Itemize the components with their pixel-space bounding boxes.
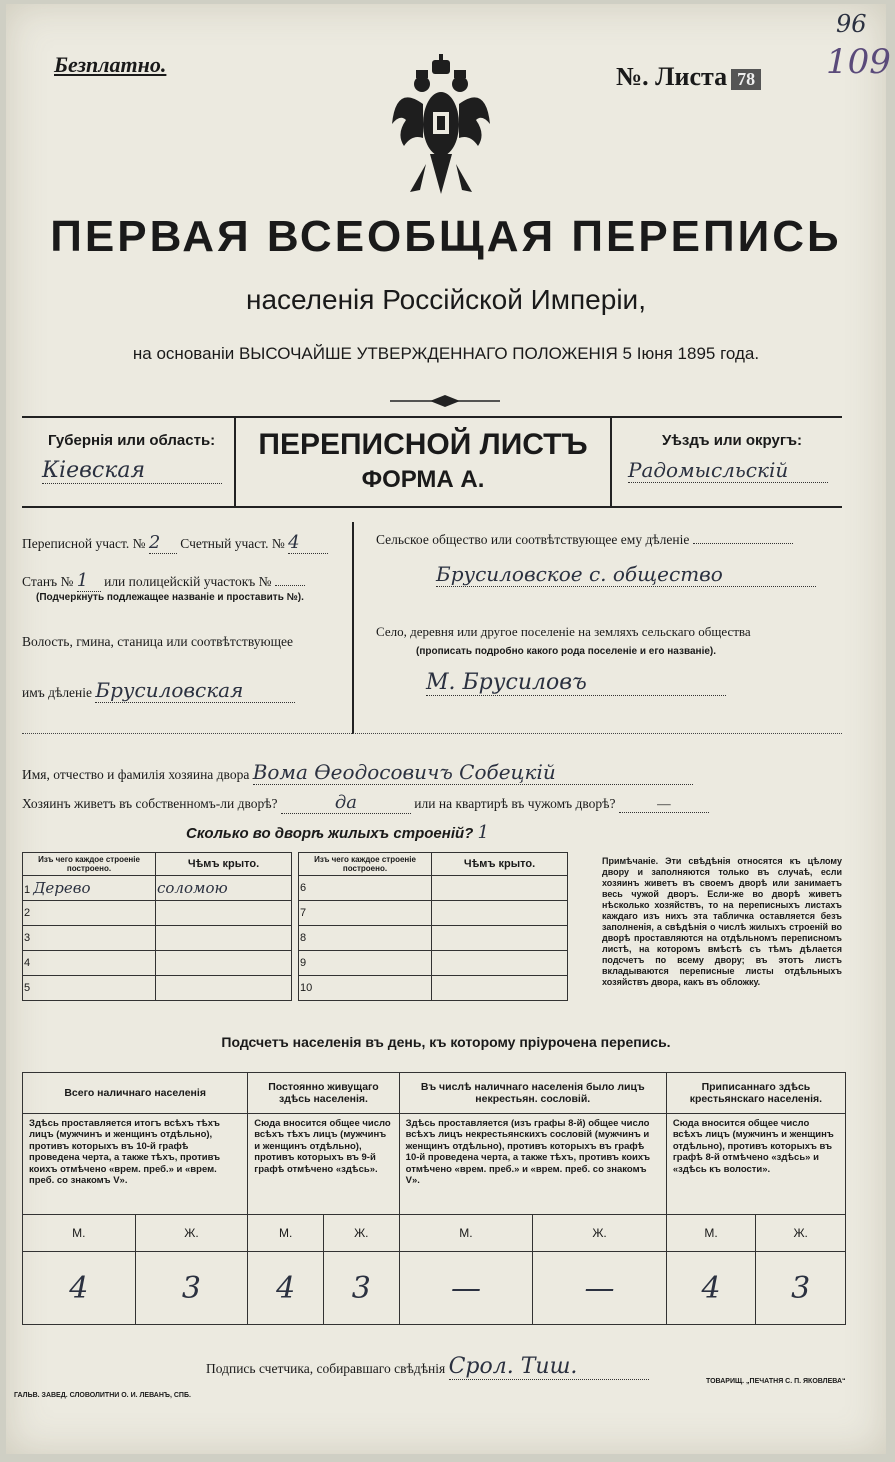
female-header: Ж. xyxy=(323,1215,399,1252)
note-title: Примѣчаніе. xyxy=(602,856,659,866)
village-label: Село, деревня или другое поселеніе на земляхъ сельскаго общества xyxy=(376,624,751,639)
population-count-table xyxy=(22,1072,846,1325)
row-number: 7 xyxy=(299,901,432,926)
signature-label: Подпись счетчика, собиравшаго свѣдѣнія xyxy=(206,1361,446,1376)
table-row xyxy=(299,901,568,926)
col-material-header: Изъ чего каждое строеніе построено. xyxy=(23,853,156,876)
male-header: М. xyxy=(248,1215,324,1252)
male-header: М. xyxy=(23,1215,136,1252)
col-roof-header: Чѣмъ крыто. xyxy=(432,853,568,876)
census-section-value: 2 xyxy=(149,532,177,554)
rule xyxy=(22,416,842,418)
census-section-row xyxy=(22,532,328,554)
legal-basis: на основаніи ВЫСОЧАЙШЕ УТВЕРЖДЕННАГО ПОЛОЖЕНІЯ 5 Іюня 1895 года. xyxy=(132,344,760,363)
registered-male-value: 4 xyxy=(666,1252,756,1325)
volost-value: Брусиловская xyxy=(95,678,295,703)
roof-value: соломою xyxy=(156,876,292,901)
volost-row xyxy=(22,678,295,703)
row-number: 3 xyxy=(23,926,156,951)
own-yard-row xyxy=(22,792,709,814)
list-number-label: №. Листа xyxy=(616,62,728,91)
table-row xyxy=(299,926,568,951)
table-row xyxy=(23,926,292,951)
table-row xyxy=(299,976,568,1001)
rule xyxy=(352,522,354,734)
table-row xyxy=(23,1252,846,1325)
table-row xyxy=(23,976,292,1001)
male-header: М. xyxy=(399,1215,533,1252)
row-number: 9 xyxy=(299,951,432,976)
desc-total-present: Здѣсь проставляется итогъ всѣхъ тѣхъ лицъ (мужчинъ и женщинъ отдѣльно), противъ которыхъ въ 10-й графѣ проведена черта, а также тѣхъ, противъ коихъ отмѣчено «врем. преб.» и «врем. преб. со знакомъ V». xyxy=(23,1114,248,1215)
col-roof-header: Чѣмъ крыто. xyxy=(156,853,292,876)
ornament-divider xyxy=(390,394,500,408)
province-value: Кіевская xyxy=(42,458,222,484)
female-header: Ж. xyxy=(533,1215,667,1252)
list-number xyxy=(616,62,761,92)
signature-row xyxy=(206,1354,649,1380)
buildings-value: 1 xyxy=(477,822,489,843)
society-label: Сельское общество или соотвѣтствующее ему дѣленіе xyxy=(376,532,690,547)
police-label: или полицейскій участокъ № xyxy=(104,574,272,589)
society-row xyxy=(376,532,793,548)
census-sheet xyxy=(6,4,891,1454)
list-number-value: 78 xyxy=(731,69,761,90)
owner-name-value: Вома Өеодосовичъ Собецкій xyxy=(253,760,693,785)
row-number: 4 xyxy=(23,951,156,976)
non-peasant-female-value: — xyxy=(533,1252,667,1325)
apartment-value: — xyxy=(619,796,709,813)
form-title: ПЕРЕПИСНОЙ ЛИСТЪ xyxy=(258,428,588,461)
registered-female-value: 3 xyxy=(756,1252,846,1325)
table-row xyxy=(23,901,292,926)
owner-name-label: Имя, отчество и фамилія хозяина двора xyxy=(22,767,250,782)
row-number: 10 xyxy=(299,976,432,1001)
male-header: М. xyxy=(666,1215,756,1252)
female-header: Ж. xyxy=(135,1215,248,1252)
row-number: 8 xyxy=(299,926,432,951)
table-row xyxy=(23,951,292,976)
district-label: Уѣздъ или округъ: xyxy=(662,432,803,449)
col-total-present: Всего наличнаго населенія xyxy=(23,1073,248,1114)
corner-number-top: 96 xyxy=(836,10,867,38)
police-value-blank xyxy=(275,585,305,586)
total-male-value: 4 xyxy=(23,1252,136,1325)
village-note: (прописать подробно какого рода поселеніе и его названіе). xyxy=(416,646,717,657)
note-text: Эти свѣдѣнія относятся къ цѣлому двору и заполняются только въ случаѣ, если хозяинъ живетъ въ своемъ дворѣ или занимаетъ весь чужой дворъ. Если-же во дворѣ живетъ нѣсколько хозяйствъ, то на переписныхъ листахъ каждаго изъ нихъ эта табличка оставляется безъ заполненія, а свѣдѣнія о числѣ жилыхъ строеній во дворѣ проставляются на отдѣльномъ переписномъ листѣ, на которомъ вмѣстѣ съ тѣмъ дѣлается подсчетъ по всему двору; въ этотъ листъ вкладываются переписные листы отдѣльныхъ хозяйствъ двора, какъ въ обложку. xyxy=(602,856,842,987)
note-block xyxy=(602,856,842,988)
col-permanent: Постоянно живущаго здѣсь населенія. xyxy=(248,1073,399,1114)
stan-row xyxy=(22,570,305,592)
own-yard-value: да xyxy=(281,792,411,814)
buildings-table-right xyxy=(298,852,568,1001)
district-value: Радомысльскій xyxy=(628,458,828,483)
desc-non-peasant: Здѣсь проставляется (изъ графы 8-й) общее число всѣхъ лицъ некрестьянскихъ сословій (мужчинъ и женщинъ отдѣльно), противъ которыхъ въ графѣ 10-й проведена черта, а также тѣхъ, противъ коихъ отмѣчено «врем. преб.» и «врем. преб. со знакомъ V». xyxy=(399,1114,666,1215)
col-material-header: Изъ чего каждое строеніе построено. xyxy=(299,853,432,876)
double-headed-eagle-emblem xyxy=(386,54,496,204)
non-peasant-male-value: — xyxy=(399,1252,533,1325)
counting-section-label: Счетный участ. № xyxy=(180,536,285,551)
province-label: Губернія или область: xyxy=(48,432,216,449)
stan-value: 1 xyxy=(77,570,101,592)
rule xyxy=(22,506,842,508)
rule xyxy=(610,416,612,506)
count-heading: Подсчетъ населенія въ день, къ которому пріурочена перепись. xyxy=(221,1034,671,1050)
desc-permanent: Сюда вносится общее число всѣхъ тѣхъ лицъ (мужчинъ и женщинъ отдѣльно), противъ которыхъ въ 9-й графѣ отмѣчено «здѣсь». xyxy=(248,1114,399,1215)
footer-right: ТОВАРИЩ. „ПЕЧАТНЯ С. П. ЯКОВЛЕВА“ xyxy=(706,1378,846,1385)
corner-number-big: 109 xyxy=(826,42,891,82)
buildings-label: Сколько во дворѣ жилыхъ строеній? xyxy=(186,825,474,842)
total-female-value: 3 xyxy=(135,1252,248,1325)
table-row xyxy=(23,876,292,901)
village-value: М. Брусиловъ xyxy=(426,670,726,696)
row-number: 6 xyxy=(299,876,432,901)
female-header: Ж. xyxy=(756,1215,846,1252)
permanent-female-value: 3 xyxy=(323,1252,399,1325)
permanent-male-value: 4 xyxy=(248,1252,324,1325)
underline-note: (Подчеркнуть подлежащее названіе и проставить №). xyxy=(36,592,304,603)
col-registered-peasant: Приписаннаго здѣсь крестьянскаго населенія. xyxy=(666,1073,845,1114)
own-yard-label: Хозяинъ живетъ въ собственномъ-ли дворѣ? xyxy=(22,796,278,811)
volost-label-line2: имъ дѣленіе xyxy=(22,685,93,700)
col-non-peasant: Въ числѣ наличнаго населенія было лицъ некрестьян. сословій. xyxy=(399,1073,666,1114)
row-number: 2 xyxy=(23,901,156,926)
material-value: Дерево xyxy=(33,879,91,897)
census-subtitle: населенія Россійской Имперіи, xyxy=(246,284,646,315)
society-value: Брусиловское с. общество xyxy=(436,562,816,587)
society-blank xyxy=(693,543,793,544)
rule xyxy=(22,732,842,734)
counting-section-value: 4 xyxy=(288,532,328,554)
rule xyxy=(234,416,236,506)
desc-registered-peasant: Сюда вносится общее число всѣхъ лицъ (мужчинъ и женщинъ отдѣльно), противъ которыхъ въ графѣ 8-й отмѣчено «здѣсь» и «здѣсь къ волости». xyxy=(666,1114,845,1215)
stan-label: Станъ № xyxy=(22,574,74,589)
apartment-label: или на квартирѣ въ чужомъ дворѣ? xyxy=(414,796,616,811)
census-title: ПЕРВАЯ ВСЕОБЩАЯ ПЕРЕПИСЬ xyxy=(50,212,842,261)
buildings-table-left xyxy=(22,852,292,1001)
form-subtitle: ФОРМА А. xyxy=(361,466,485,493)
owner-name-row xyxy=(22,760,693,785)
free-label: Безплатно. xyxy=(54,52,167,77)
footer-left: ГАЛЬВ. ЗАВЕД. СЛОВОЛИТНИ О. И. ЛЕВАНЪ, СПБ. xyxy=(14,1392,191,1399)
row-number: 1 xyxy=(24,884,31,896)
volost-label-line1: Волость, гмина, станица или соотвѣтствующее xyxy=(22,634,293,649)
row-number: 5 xyxy=(23,976,156,1001)
signature-value: Срол. Тиш. xyxy=(449,1354,649,1380)
buildings-row xyxy=(186,822,489,843)
census-section-label: Переписной участ. № xyxy=(22,536,146,551)
table-row xyxy=(299,951,568,976)
table-row xyxy=(299,876,568,901)
